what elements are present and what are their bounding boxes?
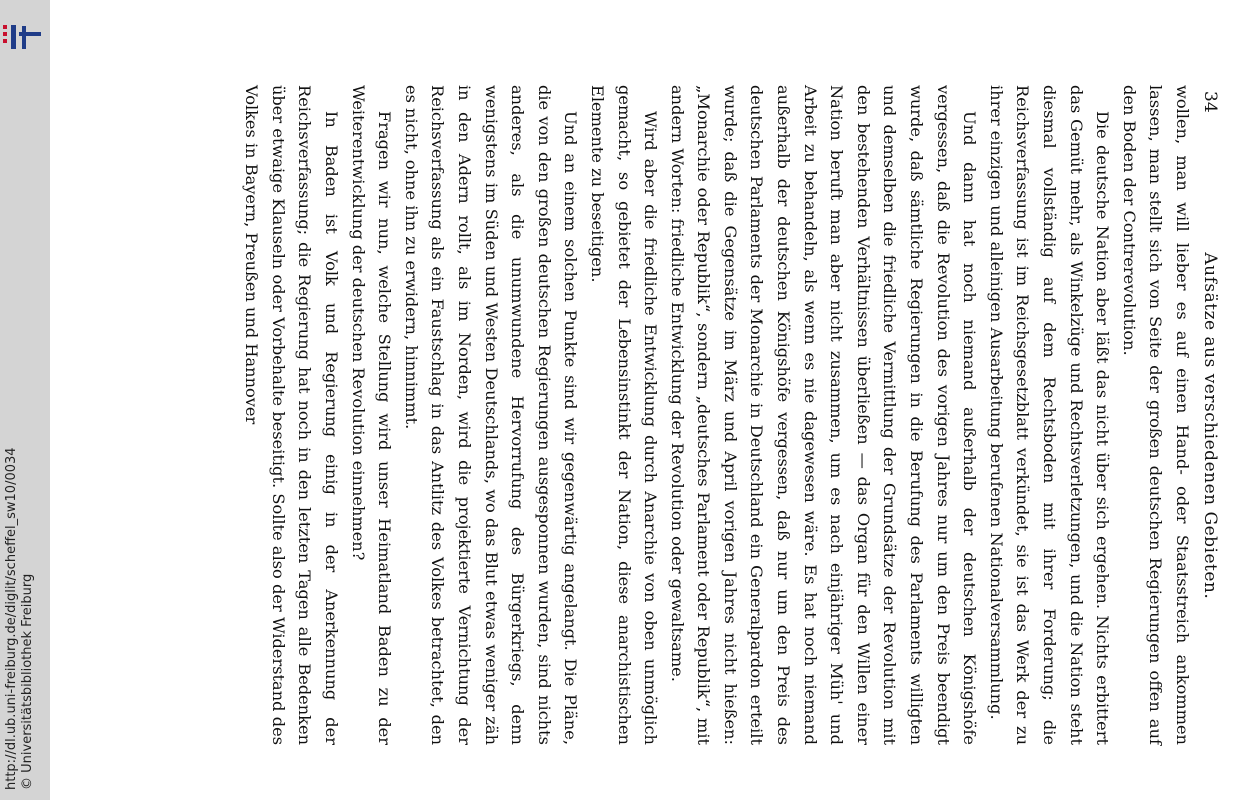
paragraph: wollen, man will lieber es auf einen Hand- oder Staatsstreich ankommen lassen, man stellt sich von Seite der großen deutschen Regierungen offen auf den Boden der Contrerevolution. — [1119, 85, 1192, 745]
copyright-notice: © Universitätsbibliothek Freiburg — [20, 573, 35, 790]
source-info — [4, 400, 36, 790]
running-head — [1195, 85, 1225, 745]
rotated-page-content — [185, 85, 1225, 745]
university-logo-icon — [2, 24, 42, 50]
paragraph: In Baden ist Volk und Regierung einig in der Anerkennung der Reichsverfassung; die Regierung hat noch in den letzten Tagen alle Bedenken über etwaige Klauseln oder Vorbehalte beseitigt. Sollte also der Widerstand des Volkes in Bayern, Preußen und Hannover — [242, 85, 341, 745]
source-url[interactable]: http://dl.ub.uni-freiburg.de/diglit/scheffel_sw10/0034 — [4, 447, 19, 790]
page-number: 34 — [1200, 91, 1220, 113]
paragraph: Und dann hat noch niemand außerhalb der deutschen Königshöfe vergessen, daß die Revolution des vorigen Jahres nur um den Preis beendigt wurde, daß sämtliche Regierungen in die Berufung des Parlaments willigten und demselben die friedliche Vermittlung der Grundsätze der Revolution mit den bestehenden Verhältnissen überließen — das Organ für den Willen einer Nation beruft man aber nicht zusammen, um es nach einjähriger Müh' und Arbeit zu behandeln, als wenn es nie dagewesen wäre. Es hat noch niemand außerhalb der deutschen Königshöfe vergessen, daß nur um den Preis des deutschen Parlaments der Monarchie in Deutschland ein Generalpardon erteilt wurde; daß die Gegensätze im März und April vorigen Jahres nicht hießen: „Monarchie oder Republik“, sondern „deutsches Parlament oder Republik“, mit andern Worten: friedliche Entwicklung der Revolution oder gewaltsame. — [667, 85, 980, 745]
paragraph: Wird aber die friedliche Entwicklung durch Anarchie von oben unmöglich gemacht, so gebietet der Lebensinstinkt der Nation, diese anarchistischen Elemente zu beseitigen. — [587, 85, 661, 745]
viewer-sidebar — [0, 0, 50, 800]
page-body — [238, 85, 1195, 745]
paragraph: Fragen wir nun, welche Stellung wird unser Heimatland Baden zu der Weiterentwicklung der deutschen Revolution einnehmen? — [348, 85, 395, 745]
running-title: Aufsätze aus verschiedenen Gebieten. — [1200, 252, 1220, 600]
document-page — [50, 0, 1238, 800]
paragraph: Die deutsche Nation aber läßt das nicht über sich ergehen. Nichts erbittert das Gemüt mehr, als Winkelzüge und Rechtsverletzungen, und die Nation steht diesmal vollständig auf dem Rechtsboden mit ihrer Forderung; die Reichsverfassung ist im Reichsgesetzblatt verkündet, sie ist das Werk der zu ihrer einzigen und alleinigen Ausarbeitung berufenen Nationalversammlung. — [986, 85, 1113, 745]
paragraph: Und an einem solchen Punkte sind wir gegenwärtig angelangt. Die Pläne, die von den großen deutschen Regierungen ausgesponnen wurden, sind nichts anderes, als die unumwundene Hervorrufung des Bürgerkriegs, denn wenigstens im Süden und Westen Deutschlands, wo das Blut etwas weniger zäh in den Adern rollt, als im Norden, wird die projektierte Vernichtung der Reichsverfassung als ein Faustschlag in das Antlitz des Volkes betrachtet, den es nicht, ohne ihn zu erwidern, hinnimmt. — [401, 85, 581, 745]
